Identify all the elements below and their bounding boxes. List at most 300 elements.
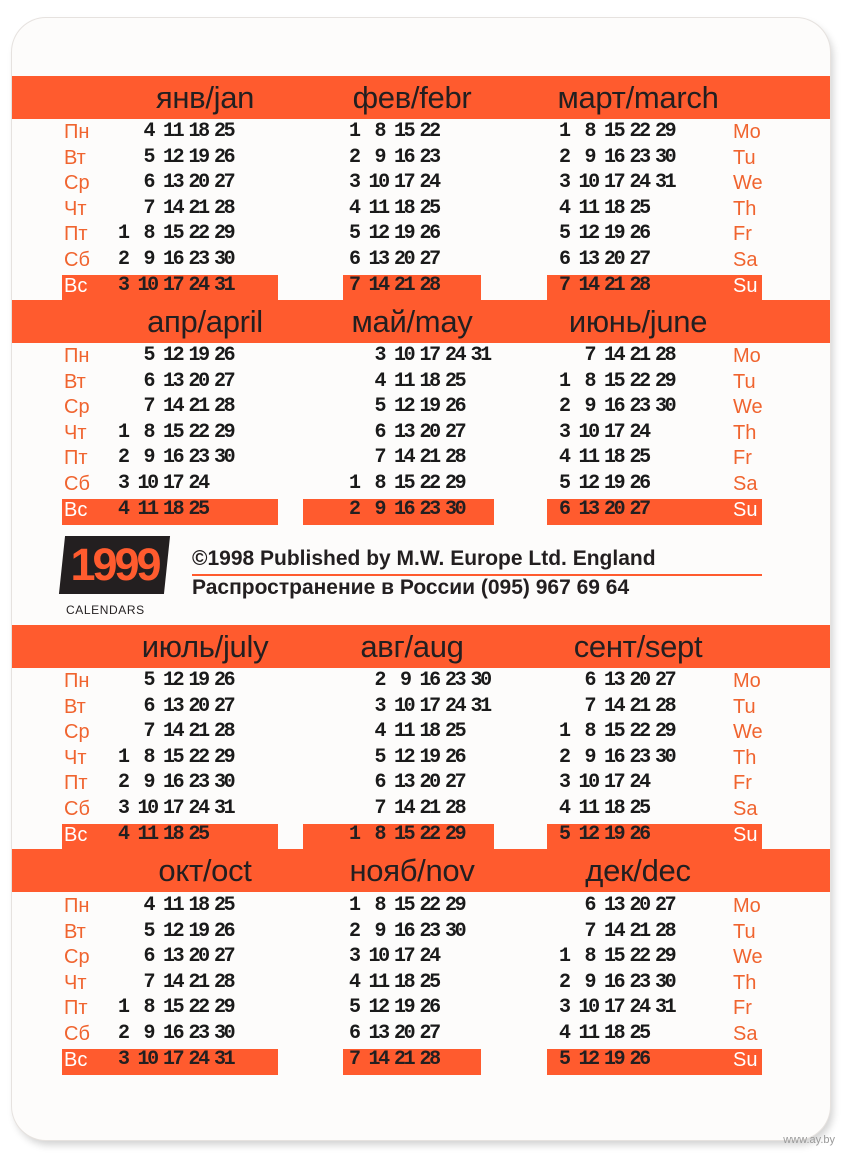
day-number: 23 bbox=[419, 497, 439, 521]
day-number: 5 bbox=[349, 222, 359, 246]
day-number: 20 bbox=[419, 420, 439, 444]
day-number: 16 bbox=[163, 771, 183, 795]
day-number: 18 bbox=[604, 196, 624, 220]
year-logo-number: 1999 bbox=[70, 539, 159, 590]
day-number: 9 bbox=[143, 771, 154, 795]
day-number: 28 bbox=[419, 1047, 439, 1071]
weekday-ru-label: Чт bbox=[64, 971, 87, 994]
day-number: 12 bbox=[163, 145, 183, 169]
day-number: 24 bbox=[629, 996, 649, 1020]
day-number: 3 bbox=[559, 171, 569, 195]
day-number: 3 bbox=[559, 771, 569, 795]
day-number: 19 bbox=[188, 919, 208, 943]
day-number: 19 bbox=[604, 1047, 624, 1071]
day-number: 27 bbox=[214, 369, 234, 393]
month-title: окт/oct bbox=[158, 853, 252, 888]
day-number: 6 bbox=[143, 369, 154, 393]
day-number: 22 bbox=[629, 945, 649, 969]
day-number: 1 bbox=[559, 369, 569, 393]
day-number: 31 bbox=[214, 797, 234, 820]
day-number: 22 bbox=[419, 120, 439, 143]
day-number: 7 bbox=[584, 344, 595, 367]
day-number: 18 bbox=[419, 720, 439, 744]
day-number: 1 bbox=[559, 945, 569, 969]
day-number: 22 bbox=[188, 222, 208, 246]
weekday-ru-label: Чт bbox=[64, 746, 87, 769]
day-number: 3 bbox=[349, 945, 359, 969]
day-number: 27 bbox=[214, 171, 234, 195]
day-number: 20 bbox=[394, 248, 414, 271]
day-number: 19 bbox=[419, 395, 439, 419]
day-number: 21 bbox=[629, 919, 649, 943]
day-number: 22 bbox=[419, 894, 439, 917]
day-number: 2 bbox=[118, 1022, 128, 1045]
day-number: 18 bbox=[394, 970, 414, 994]
day-number: 16 bbox=[163, 446, 183, 470]
day-number: 14 bbox=[394, 797, 414, 820]
day-number: 6 bbox=[143, 171, 154, 195]
weekday-en-label: Fr bbox=[733, 447, 752, 470]
day-number: 25 bbox=[419, 970, 439, 994]
day-number: 30 bbox=[214, 446, 234, 470]
month-title: май/may bbox=[351, 304, 473, 339]
day-number: 22 bbox=[188, 996, 208, 1020]
day-number: 2 bbox=[559, 970, 569, 994]
day-number: 26 bbox=[629, 1047, 649, 1071]
day-number: 21 bbox=[419, 446, 439, 470]
day-number: 19 bbox=[394, 996, 414, 1020]
day-number: 17 bbox=[394, 171, 414, 195]
day-number: 11 bbox=[368, 196, 388, 220]
day-number: 6 bbox=[349, 1022, 359, 1045]
day-number: 18 bbox=[163, 497, 183, 521]
day-number: 28 bbox=[445, 446, 465, 470]
day-number: 9 bbox=[374, 497, 385, 521]
publisher-line: ©1998 Published by M.W. Europe Ltd. England bbox=[192, 547, 656, 570]
day-number: 8 bbox=[584, 945, 595, 969]
day-number: 31 bbox=[655, 996, 675, 1020]
day-number: 23 bbox=[188, 248, 208, 271]
day-number: 16 bbox=[419, 669, 439, 692]
day-number: 8 bbox=[143, 222, 154, 246]
day-number: 14 bbox=[368, 273, 388, 297]
day-number: 25 bbox=[188, 822, 208, 846]
day-number: 12 bbox=[578, 822, 598, 846]
weekday-ru-label: Пт bbox=[64, 223, 88, 246]
weekday-ru-label: Пн bbox=[64, 121, 90, 143]
day-number: 3 bbox=[118, 273, 128, 297]
day-number: 30 bbox=[655, 145, 675, 169]
weekday-en-label: Sa bbox=[733, 473, 758, 495]
day-number: 24 bbox=[188, 472, 208, 495]
day-number: 11 bbox=[578, 446, 598, 470]
day-number: 13 bbox=[604, 669, 624, 692]
day-number: 13 bbox=[163, 945, 183, 969]
weekday-en-label: Th bbox=[733, 971, 757, 994]
weekday-en-label: Tu bbox=[733, 370, 756, 393]
day-number: 13 bbox=[578, 497, 598, 521]
day-number: 24 bbox=[629, 171, 649, 195]
month-title: янв/jan bbox=[155, 80, 255, 115]
day-number: 26 bbox=[214, 919, 234, 943]
day-number: 28 bbox=[445, 797, 465, 820]
day-number: 20 bbox=[394, 1022, 414, 1045]
day-number: 2 bbox=[349, 497, 359, 521]
day-number: 25 bbox=[629, 196, 649, 220]
day-number: 18 bbox=[394, 196, 414, 220]
day-number: 31 bbox=[214, 273, 234, 297]
day-number: 16 bbox=[163, 1022, 183, 1045]
day-number: 4 bbox=[349, 970, 359, 994]
month-title: нояб/nov bbox=[349, 853, 475, 888]
day-number: 1 bbox=[118, 996, 128, 1020]
day-number: 22 bbox=[419, 472, 439, 495]
day-number: 30 bbox=[470, 669, 490, 692]
day-number: 11 bbox=[578, 1022, 598, 1045]
day-number: 11 bbox=[394, 720, 414, 744]
day-number: 2 bbox=[374, 669, 385, 692]
day-number: 19 bbox=[188, 145, 208, 169]
weekday-ru-label: Сб bbox=[64, 473, 90, 495]
day-number: 26 bbox=[419, 222, 439, 246]
day-number: 17 bbox=[604, 420, 624, 444]
day-number: 9 bbox=[584, 970, 595, 994]
day-number: 30 bbox=[655, 970, 675, 994]
day-number: 24 bbox=[445, 344, 465, 367]
day-number: 7 bbox=[143, 720, 154, 744]
day-number: 15 bbox=[604, 945, 624, 969]
day-number: 26 bbox=[214, 145, 234, 169]
weekday-ru-label: Пн bbox=[64, 345, 90, 367]
day-number: 11 bbox=[394, 369, 414, 393]
weekday-ru-label: Вт bbox=[64, 370, 86, 393]
day-number: 6 bbox=[584, 669, 595, 692]
day-number: 12 bbox=[578, 472, 598, 495]
day-number: 2 bbox=[349, 145, 359, 169]
day-number: 30 bbox=[445, 919, 465, 943]
day-number: 20 bbox=[629, 894, 649, 917]
day-number: 18 bbox=[419, 369, 439, 393]
day-number: 2 bbox=[559, 745, 569, 769]
day-number: 3 bbox=[349, 171, 359, 195]
day-number: 23 bbox=[629, 395, 649, 419]
day-number: 12 bbox=[163, 344, 183, 367]
day-number: 20 bbox=[188, 945, 208, 969]
weekday-en-label: Mo bbox=[733, 121, 761, 143]
day-number: 4 bbox=[374, 369, 385, 393]
day-number: 11 bbox=[137, 497, 157, 521]
day-number: 25 bbox=[445, 369, 465, 393]
day-number: 20 bbox=[419, 771, 439, 795]
weekday-ru-label: Чт bbox=[64, 197, 87, 220]
day-number: 9 bbox=[584, 395, 595, 419]
day-number: 24 bbox=[445, 694, 465, 718]
day-number: 11 bbox=[578, 196, 598, 220]
day-number: 27 bbox=[419, 1022, 439, 1045]
day-number: 4 bbox=[349, 196, 359, 220]
day-number: 31 bbox=[470, 344, 490, 367]
day-number: 27 bbox=[655, 669, 675, 692]
day-number: 9 bbox=[143, 446, 154, 470]
day-number: 9 bbox=[584, 145, 595, 169]
day-number: 8 bbox=[143, 996, 154, 1020]
day-number: 22 bbox=[629, 120, 649, 143]
weekday-en-label: Su bbox=[733, 498, 758, 521]
day-number: 20 bbox=[188, 694, 208, 718]
day-number: 12 bbox=[394, 745, 414, 769]
day-number: 17 bbox=[419, 344, 439, 367]
day-number: 9 bbox=[584, 745, 595, 769]
day-number: 22 bbox=[188, 745, 208, 769]
weekday-ru-label: Вт bbox=[64, 695, 86, 718]
day-number: 23 bbox=[629, 970, 649, 994]
day-number: 1 bbox=[349, 120, 359, 143]
day-number: 4 bbox=[118, 497, 128, 521]
day-number: 1 bbox=[349, 822, 359, 846]
day-number: 14 bbox=[163, 196, 183, 220]
weekday-en-label: Mo bbox=[733, 670, 761, 692]
day-number: 31 bbox=[214, 1047, 234, 1071]
day-number: 14 bbox=[163, 720, 183, 744]
weekday-ru-label: Ср bbox=[64, 396, 90, 419]
weekday-en-label: Th bbox=[733, 421, 757, 444]
weekday-en-label: We bbox=[733, 721, 763, 744]
day-number: 21 bbox=[188, 196, 208, 220]
day-number: 10 bbox=[578, 996, 598, 1020]
day-number: 25 bbox=[214, 120, 234, 143]
day-number: 13 bbox=[604, 894, 624, 917]
weekday-en-label: Tu bbox=[733, 920, 756, 943]
day-number: 7 bbox=[374, 446, 385, 470]
day-number: 12 bbox=[578, 222, 598, 246]
day-number: 26 bbox=[629, 472, 649, 495]
day-number: 28 bbox=[655, 694, 675, 718]
day-number: 21 bbox=[629, 694, 649, 718]
day-number: 9 bbox=[374, 145, 385, 169]
day-number: 10 bbox=[394, 344, 414, 367]
day-number: 14 bbox=[604, 694, 624, 718]
day-number: 25 bbox=[629, 797, 649, 820]
day-number: 15 bbox=[163, 222, 183, 246]
day-number: 14 bbox=[368, 1047, 388, 1071]
day-number: 8 bbox=[374, 822, 385, 846]
day-number: 19 bbox=[419, 745, 439, 769]
day-number: 23 bbox=[188, 446, 208, 470]
day-number: 28 bbox=[629, 273, 649, 297]
day-number: 29 bbox=[445, 894, 465, 917]
day-number: 3 bbox=[559, 420, 569, 444]
day-number: 16 bbox=[394, 919, 414, 943]
day-number: 6 bbox=[559, 497, 569, 521]
day-number: 14 bbox=[578, 273, 598, 297]
day-number: 21 bbox=[419, 797, 439, 820]
day-number: 1 bbox=[118, 420, 128, 444]
day-number: 25 bbox=[419, 196, 439, 220]
day-number: 11 bbox=[368, 970, 388, 994]
day-number: 20 bbox=[604, 497, 624, 521]
day-number: 16 bbox=[394, 497, 414, 521]
day-number: 14 bbox=[163, 970, 183, 994]
day-number: 18 bbox=[604, 1022, 624, 1045]
day-number: 30 bbox=[214, 248, 234, 271]
weekday-en-label: Mo bbox=[733, 895, 761, 917]
weekday-ru-label: Ср bbox=[64, 721, 90, 744]
day-number: 31 bbox=[470, 694, 490, 718]
day-number: 26 bbox=[629, 222, 649, 246]
weekday-ru-label: Вс bbox=[64, 823, 88, 846]
day-number: 25 bbox=[214, 894, 234, 917]
day-number: 1 bbox=[559, 120, 569, 143]
day-number: 17 bbox=[163, 1047, 183, 1071]
day-number: 20 bbox=[188, 171, 208, 195]
day-number: 10 bbox=[137, 1047, 157, 1071]
watermark: www.ay.by bbox=[783, 1134, 835, 1146]
day-number: 21 bbox=[394, 1047, 414, 1071]
day-number: 2 bbox=[559, 145, 569, 169]
day-number: 7 bbox=[584, 919, 595, 943]
day-number: 29 bbox=[214, 420, 234, 444]
day-number: 29 bbox=[655, 120, 675, 143]
day-number: 7 bbox=[374, 797, 385, 820]
day-number: 28 bbox=[419, 273, 439, 297]
day-number: 30 bbox=[214, 771, 234, 795]
day-number: 17 bbox=[394, 945, 414, 969]
day-number: 21 bbox=[188, 970, 208, 994]
day-number: 14 bbox=[604, 919, 624, 943]
weekday-en-label: Fr bbox=[733, 223, 752, 246]
month-title: авг/aug bbox=[360, 629, 464, 664]
weekday-en-label: We bbox=[733, 172, 763, 195]
day-number: 29 bbox=[655, 720, 675, 744]
weekday-ru-label: Сб bbox=[64, 249, 90, 271]
weekday-ru-label: Пн bbox=[64, 670, 90, 692]
day-number: 17 bbox=[163, 472, 183, 495]
weekday-en-label: We bbox=[733, 396, 763, 419]
weekday-en-label: Tu bbox=[733, 695, 756, 718]
day-number: 18 bbox=[188, 894, 208, 917]
weekday-ru-label: Сб bbox=[64, 1023, 90, 1045]
day-number: 22 bbox=[629, 369, 649, 393]
day-number: 13 bbox=[394, 771, 414, 795]
day-number: 2 bbox=[559, 395, 569, 419]
day-number: 10 bbox=[137, 797, 157, 820]
day-number: 19 bbox=[604, 222, 624, 246]
day-number: 2 bbox=[349, 919, 359, 943]
day-number: 23 bbox=[629, 145, 649, 169]
day-number: 16 bbox=[163, 248, 183, 271]
day-number: 15 bbox=[394, 120, 414, 143]
day-number: 1 bbox=[349, 472, 359, 495]
day-number: 14 bbox=[604, 344, 624, 367]
weekday-en-label: Sa bbox=[733, 798, 758, 820]
day-number: 10 bbox=[578, 420, 598, 444]
weekday-ru-label: Вт bbox=[64, 920, 86, 943]
weekday-en-label: Su bbox=[733, 823, 758, 846]
day-number: 30 bbox=[214, 1022, 234, 1045]
day-number: 1 bbox=[559, 720, 569, 744]
weekday-en-label: We bbox=[733, 946, 763, 969]
day-number: 4 bbox=[559, 797, 569, 820]
weekday-ru-label: Пт bbox=[64, 997, 88, 1020]
day-number: 21 bbox=[188, 720, 208, 744]
weekday-en-label: Fr bbox=[733, 772, 752, 795]
day-number: 17 bbox=[163, 797, 183, 820]
day-number: 23 bbox=[445, 669, 465, 692]
day-number: 4 bbox=[118, 822, 128, 846]
day-number: 8 bbox=[584, 120, 595, 143]
day-number: 11 bbox=[163, 120, 183, 143]
month-title: фев/febr bbox=[352, 80, 472, 115]
day-number: 3 bbox=[118, 1047, 128, 1071]
day-number: 2 bbox=[118, 248, 128, 271]
day-number: 8 bbox=[584, 720, 595, 744]
day-number: 9 bbox=[374, 919, 385, 943]
day-number: 10 bbox=[394, 694, 414, 718]
day-number: 5 bbox=[559, 1047, 569, 1071]
day-number: 7 bbox=[143, 970, 154, 994]
weekday-ru-label: Вт bbox=[64, 146, 86, 169]
day-number: 4 bbox=[143, 120, 154, 143]
day-number: 6 bbox=[143, 945, 154, 969]
day-number: 25 bbox=[188, 497, 208, 521]
day-number: 7 bbox=[143, 196, 154, 220]
day-number: 3 bbox=[374, 344, 385, 367]
day-number: 6 bbox=[374, 771, 385, 795]
day-number: 6 bbox=[559, 248, 569, 271]
day-number: 24 bbox=[419, 171, 439, 195]
day-number: 10 bbox=[368, 171, 388, 195]
day-number: 23 bbox=[188, 771, 208, 795]
day-number: 19 bbox=[188, 669, 208, 692]
day-number: 4 bbox=[143, 894, 154, 917]
day-number: 27 bbox=[629, 248, 649, 271]
day-number: 15 bbox=[394, 822, 414, 846]
day-number: 11 bbox=[137, 822, 157, 846]
day-number: 28 bbox=[214, 970, 234, 994]
day-number: 13 bbox=[368, 1022, 388, 1045]
day-number: 27 bbox=[445, 420, 465, 444]
day-number: 11 bbox=[578, 797, 598, 820]
weekday-en-label: Th bbox=[733, 197, 757, 220]
day-number: 11 bbox=[163, 894, 183, 917]
day-number: 25 bbox=[629, 446, 649, 470]
day-number: 5 bbox=[143, 344, 154, 367]
weekday-en-label: Su bbox=[733, 274, 758, 297]
day-number: 4 bbox=[559, 196, 569, 220]
day-number: 27 bbox=[655, 894, 675, 917]
day-number: 12 bbox=[163, 669, 183, 692]
day-number: 30 bbox=[445, 497, 465, 521]
day-number: 12 bbox=[368, 996, 388, 1020]
day-number: 21 bbox=[629, 344, 649, 367]
day-number: 28 bbox=[214, 395, 234, 419]
day-number: 20 bbox=[604, 248, 624, 271]
year-logo-subtitle: CALENDARS bbox=[66, 603, 145, 617]
day-number: 5 bbox=[349, 996, 359, 1020]
day-number: 3 bbox=[559, 996, 569, 1020]
day-number: 24 bbox=[629, 771, 649, 795]
day-number: 15 bbox=[604, 120, 624, 143]
day-number: 8 bbox=[374, 894, 385, 917]
month-title: июнь/june bbox=[568, 304, 708, 339]
day-number: 1 bbox=[349, 894, 359, 917]
weekday-ru-label: Чт bbox=[64, 421, 87, 444]
day-number: 28 bbox=[655, 919, 675, 943]
weekday-en-label: Sa bbox=[733, 1023, 758, 1045]
day-number: 5 bbox=[374, 395, 385, 419]
day-number: 23 bbox=[629, 745, 649, 769]
day-number: 15 bbox=[604, 720, 624, 744]
